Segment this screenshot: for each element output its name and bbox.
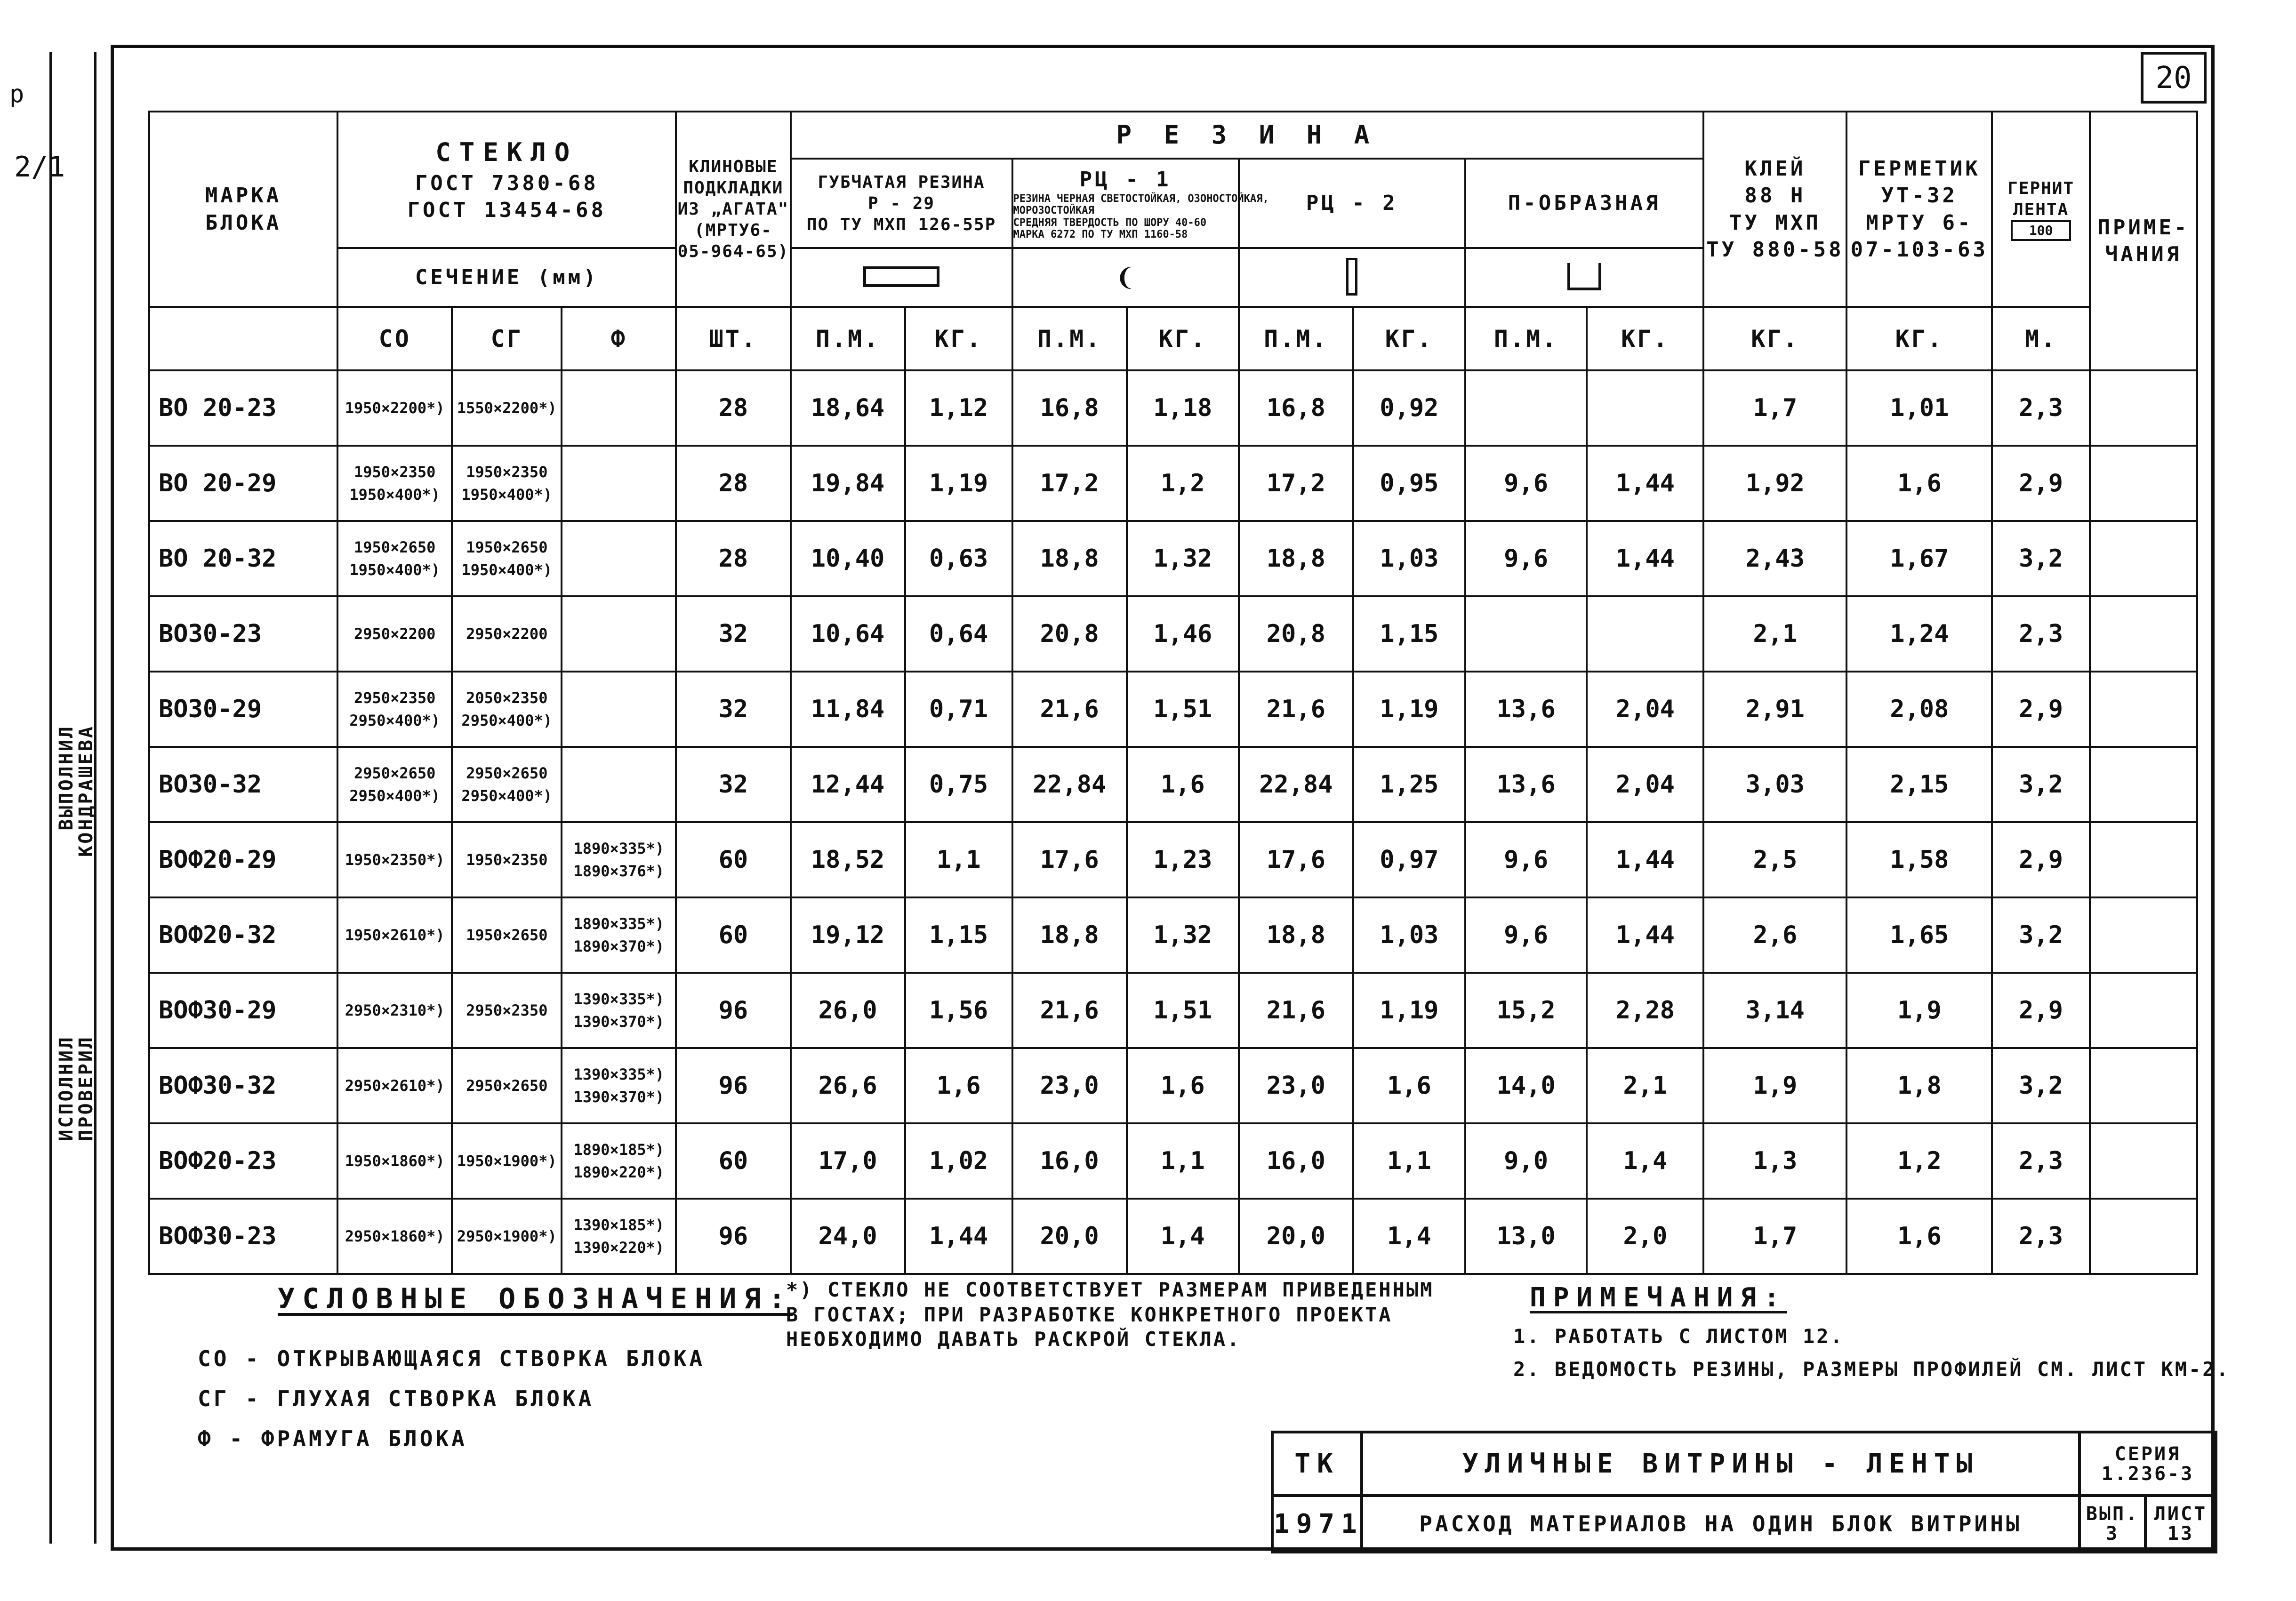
drawing-title: УЛИЧНЫЕ ВИТРИНЫ - ЛЕНТЫ xyxy=(1362,1432,2079,1496)
sealant-kg-cell: 1,6 xyxy=(1846,446,1992,521)
sponge-kg-cell: 0,75 xyxy=(905,747,1012,822)
rc1-pm-cell: 21,6 xyxy=(1012,672,1127,747)
col-header-steklo xyxy=(337,112,676,248)
unit-germ: КГ. xyxy=(1846,307,1992,370)
sponge-kg-cell: 1,56 xyxy=(905,973,1012,1048)
col-header-sechenie: СЕЧЕНИЕ (мм) xyxy=(337,248,676,307)
sheet-subject: РАСХОД МАТЕРИАЛОВ НА ОДИН БЛОК ВИТРИНЫ xyxy=(1362,1496,2079,1552)
sponge-pm-cell: 19,84 xyxy=(791,446,905,521)
rc1-kg-cell: 1,32 xyxy=(1127,521,1239,596)
col-header-rezina: Р Е З И Н А xyxy=(791,112,1704,159)
block-mark-cell: ВОФ30-29 xyxy=(149,973,337,1048)
vyp-label: ВЫП. xyxy=(2086,1503,2139,1525)
rc1-pm-cell: 20,8 xyxy=(1012,596,1127,672)
rc1-kg-cell: 1,2 xyxy=(1127,446,1239,521)
table-row xyxy=(149,1123,2197,1199)
unit-gub-kg: КГ. xyxy=(905,307,1012,370)
gubch-label: ГУБЧАТАЯ РЕЗИНА Р - 29 ПО ТУ МХП 126-55Р xyxy=(806,172,996,234)
glass-f-cell xyxy=(562,747,676,822)
rc1-kg-cell: 1,6 xyxy=(1127,747,1239,822)
sponge-kg-cell: 1,15 xyxy=(905,897,1012,973)
rc2-pm-cell: 16,0 xyxy=(1239,1123,1353,1199)
p-kg-cell: 1,44 xyxy=(1587,822,1703,897)
glass-f-cell xyxy=(562,596,676,672)
glass-sg-cell: 2950×2200 xyxy=(452,596,562,672)
rc1-pm-cell: 18,8 xyxy=(1012,521,1127,596)
remarks-cell xyxy=(2090,747,2197,822)
sponge-kg-cell: 1,6 xyxy=(905,1048,1012,1123)
legend-item-f: Ф - ФРАМУГА БЛОКА xyxy=(198,1426,467,1451)
p-kg-cell: 1,44 xyxy=(1587,897,1703,973)
table-row xyxy=(149,747,2197,822)
col-header-marka xyxy=(149,112,337,307)
sealant-kg-cell: 1,6 xyxy=(1846,1199,1992,1274)
tape-m-cell: 2,3 xyxy=(1992,1123,2090,1199)
p-pm-cell: 15,2 xyxy=(1465,973,1587,1048)
wedge-count-cell: 60 xyxy=(676,1123,790,1199)
wedge-count-cell: 96 xyxy=(676,1199,790,1274)
glass-so-cell: 2950×2200 xyxy=(337,596,452,672)
glass-sg-cell: 2950×2350 xyxy=(452,973,562,1048)
sealant-kg-cell: 1,58 xyxy=(1846,822,1992,897)
p-pm-cell: 9,0 xyxy=(1465,1123,1587,1199)
table-row xyxy=(149,521,2197,596)
table-row xyxy=(149,1199,2197,1274)
materials-table xyxy=(148,111,2198,1275)
p-kg-cell xyxy=(1587,596,1703,672)
sealant-kg-cell: 1,9 xyxy=(1846,973,1992,1048)
block-mark-cell: ВОФ20-23 xyxy=(149,1123,337,1199)
rc2-pm-cell: 18,8 xyxy=(1239,521,1353,596)
list-number: 13 xyxy=(2167,1523,2194,1545)
glass-f-cell: 1890×335*) 1890×376*) xyxy=(562,822,676,897)
sponge-pm-cell: 11,84 xyxy=(791,672,905,747)
rc1-kg-cell: 1,6 xyxy=(1127,1048,1239,1123)
block-mark-cell: ВОФ20-32 xyxy=(149,897,337,973)
rc2-kg-cell: 1,25 xyxy=(1353,747,1465,822)
seria-label: СЕРИЯ xyxy=(2114,1443,2181,1465)
unit-rc1-pm: П.М. xyxy=(1012,307,1127,370)
list-cell xyxy=(2145,1496,2216,1552)
rc2-pm-cell: 20,0 xyxy=(1239,1199,1353,1274)
unit-p-kg: КГ. xyxy=(1587,307,1703,370)
wedge-count-cell: 28 xyxy=(676,370,790,446)
unit-p-pm: П.М. xyxy=(1465,307,1587,370)
table-row xyxy=(149,973,2197,1048)
glass-so-cell: 1950×1860*) xyxy=(337,1123,452,1199)
corner-mark-2: 2/1 xyxy=(14,151,65,184)
rc1-kg-cell: 1,18 xyxy=(1127,370,1239,446)
u-profile-icon xyxy=(1567,263,1601,290)
block-mark-cell: ВО30-29 xyxy=(149,672,337,747)
tape-profile-icon: 100 xyxy=(2011,220,2071,241)
tape-m-cell: 2,3 xyxy=(1992,370,2090,446)
block-mark-cell: ВО 20-32 xyxy=(149,521,337,596)
remarks-cell xyxy=(2090,446,2197,521)
sealant-kg-cell: 1,24 xyxy=(1846,596,1992,672)
p-kg-cell: 2,1 xyxy=(1587,1048,1703,1123)
table-row xyxy=(149,897,2197,973)
p-pm-cell: 14,0 xyxy=(1465,1048,1587,1123)
table-row xyxy=(149,1048,2197,1123)
wedge-count-cell: 60 xyxy=(676,822,790,897)
rc2-profile-cell xyxy=(1239,248,1465,307)
col-header-gernit xyxy=(1992,112,2090,307)
legend-item-so: СО - ОТКРЫВАЮЩАЯСЯ СТВОРКА БЛОКА xyxy=(198,1346,706,1371)
notes-title: ПРИМЕЧАНИЯ: xyxy=(1530,1282,1787,1313)
p-pm-cell: 9,6 xyxy=(1465,446,1587,521)
tape-m-cell: 3,2 xyxy=(1992,897,2090,973)
unit-so: СО xyxy=(337,307,452,370)
sponge-kg-cell: 1,12 xyxy=(905,370,1012,446)
rc2-kg-cell: 1,4 xyxy=(1353,1199,1465,1274)
glass-so-cell: 2950×2650 2950×400*) xyxy=(337,747,452,822)
germetik-label: ГЕРМЕТИК УТ-32 МРТУ 6- 07-103-63 xyxy=(1850,157,1989,262)
wedge-count-cell: 32 xyxy=(676,672,790,747)
col-header-rc2: РЦ - 2 xyxy=(1239,159,1465,248)
rc1-pm-cell: 17,6 xyxy=(1012,822,1127,897)
rc2-pm-cell: 22,84 xyxy=(1239,747,1353,822)
glue-kg-cell: 2,5 xyxy=(1703,822,1846,897)
margin-text-2: КОНДРАШЕВА xyxy=(75,725,97,857)
glue-kg-cell: 3,14 xyxy=(1703,973,1846,1048)
table-row xyxy=(149,596,2197,672)
rc2-pm-cell: 23,0 xyxy=(1239,1048,1353,1123)
table-row xyxy=(149,672,2197,747)
glass-f-cell xyxy=(562,370,676,446)
block-mark-cell: ВО 20-29 xyxy=(149,446,337,521)
glass-so-cell: 1950×2350*) xyxy=(337,822,452,897)
rc1-pm-cell: 23,0 xyxy=(1012,1048,1127,1123)
tk-code: ТК xyxy=(1272,1432,1362,1496)
sponge-pm-cell: 10,40 xyxy=(791,521,905,596)
rc1-label: РЦ - 1 xyxy=(1079,167,1172,192)
block-mark-cell: ВОФ20-29 xyxy=(149,822,337,897)
glass-so-cell: 2950×2310*) xyxy=(337,973,452,1048)
rc1-kg-cell: 1,1 xyxy=(1127,1123,1239,1199)
tape-m-cell: 2,3 xyxy=(1992,596,2090,672)
remarks-cell xyxy=(2090,973,2197,1048)
remarks-cell xyxy=(2090,672,2197,747)
unit-klei: КГ. xyxy=(1703,307,1846,370)
rc1-profile-cell xyxy=(1012,248,1239,307)
p-pm-cell xyxy=(1465,596,1587,672)
rc1-pm-cell: 16,0 xyxy=(1012,1123,1127,1199)
glass-so-cell: 1950×2350 1950×400*) xyxy=(337,446,452,521)
col-header-rc1 xyxy=(1012,159,1269,248)
unit-lenta: М. xyxy=(1992,307,2090,370)
gernit-label: ГЕРНИТ ЛЕНТА xyxy=(2007,178,2075,219)
glue-kg-cell: 2,43 xyxy=(1703,521,1846,596)
glass-f-cell: 1390×335*) 1390×370*) xyxy=(562,973,676,1048)
gost-1: ГОСТ 7380-68 xyxy=(415,171,599,196)
block-mark-cell: ВО30-32 xyxy=(149,747,337,822)
glue-kg-cell: 1,92 xyxy=(1703,446,1846,521)
rc2-kg-cell: 1,19 xyxy=(1353,672,1465,747)
year: 1971 xyxy=(1272,1496,1362,1552)
glass-sg-cell: 2950×2650 2950×400*) xyxy=(452,747,562,822)
steklo-label: СТЕКЛО xyxy=(435,137,578,168)
rc1-pm-cell: 16,8 xyxy=(1012,370,1127,446)
rc2-kg-cell: 1,15 xyxy=(1353,596,1465,672)
sponge-pm-cell: 26,0 xyxy=(791,973,905,1048)
glass-f-cell xyxy=(562,672,676,747)
unit-rc2-kg: КГ. xyxy=(1353,307,1465,370)
p-pm-cell: 13,0 xyxy=(1465,1199,1587,1274)
rc2-pm-cell: 16,8 xyxy=(1239,370,1353,446)
wedge-count-cell: 60 xyxy=(676,897,790,973)
glass-sg-cell: 2050×2350 2950×400*) xyxy=(452,672,562,747)
list-label: ЛИСТ xyxy=(2154,1503,2208,1525)
remarks-cell xyxy=(2090,1123,2197,1199)
sponge-pm-cell: 12,44 xyxy=(791,747,905,822)
rc2-pm-cell: 18,8 xyxy=(1239,897,1353,973)
rc1-kg-cell: 1,51 xyxy=(1127,672,1239,747)
glass-sg-cell: 1950×2350 xyxy=(452,822,562,897)
rc2-pm-cell: 17,6 xyxy=(1239,822,1353,897)
p-kg-cell xyxy=(1587,370,1703,446)
rc2-kg-cell: 1,03 xyxy=(1353,521,1465,596)
tape-m-cell: 3,2 xyxy=(1992,521,2090,596)
rc1-kg-cell: 1,4 xyxy=(1127,1199,1239,1274)
wedge-count-cell: 32 xyxy=(676,596,790,672)
sponge-kg-cell: 1,44 xyxy=(905,1199,1012,1274)
sponge-pm-cell: 18,52 xyxy=(791,822,905,897)
p-pm-cell xyxy=(1465,370,1587,446)
corner-mark: р xyxy=(9,80,24,108)
col-header-klin xyxy=(676,112,790,307)
p-kg-cell: 2,28 xyxy=(1587,973,1703,1048)
tape-m-cell: 2,9 xyxy=(1992,672,2090,747)
rc2-pm-cell: 21,6 xyxy=(1239,672,1353,747)
rc1-pm-cell: 21,6 xyxy=(1012,973,1127,1048)
p-pm-cell: 9,6 xyxy=(1465,822,1587,897)
unit-f: Ф xyxy=(562,307,676,370)
remarks-cell xyxy=(2090,596,2197,672)
tape-m-cell: 2,9 xyxy=(1992,822,2090,897)
p-kg-cell: 1,4 xyxy=(1587,1123,1703,1199)
glass-f-cell: 1390×335*) 1390×370*) xyxy=(562,1048,676,1123)
tape-m-cell: 2,3 xyxy=(1992,1199,2090,1274)
unit-rc1-kg: КГ. xyxy=(1127,307,1239,370)
glass-sg-cell: 1950×1900*) xyxy=(452,1123,562,1199)
legend-item-sg: СГ - ГЛУХАЯ СТВОРКА БЛОКА xyxy=(198,1386,594,1411)
sponge-kg-cell: 1,1 xyxy=(905,822,1012,897)
remarks-cell xyxy=(2090,521,2197,596)
glass-sg-cell: 2950×2650 xyxy=(452,1048,562,1123)
rc1-kg-cell: 1,23 xyxy=(1127,822,1239,897)
remarks-cell xyxy=(2090,897,2197,973)
rc2-pm-cell: 17,2 xyxy=(1239,446,1353,521)
p-kg-cell: 2,04 xyxy=(1587,672,1703,747)
p-kg-cell: 1,44 xyxy=(1587,521,1703,596)
glass-sg-cell: 1950×2650 xyxy=(452,897,562,973)
wedge-count-cell: 28 xyxy=(676,521,790,596)
rc1-pm-cell: 17,2 xyxy=(1012,446,1127,521)
sealant-kg-cell: 1,2 xyxy=(1846,1123,1992,1199)
p-pm-cell: 13,6 xyxy=(1465,672,1587,747)
seria-number: 1.236-3 xyxy=(2101,1463,2194,1485)
unit-gub-pm: П.М. xyxy=(791,307,905,370)
note-2: 2. ВЕДОМОСТЬ РЕЗИНЫ, РАЗМЕРЫ ПРОФИЛЕЙ СМ. ЛИСТ КМ-2. xyxy=(1513,1358,2230,1381)
glass-sg-cell: 2950×1900*) xyxy=(452,1199,562,1274)
glass-sg-cell: 1950×2650 1950×400*) xyxy=(452,521,562,596)
glass-so-cell: 1950×2610*) xyxy=(337,897,452,973)
klin-label: КЛИНОВЫЕ ПОДКЛАДКИ ИЗ „АГАТА" (МРТУ6- 05-964-65) xyxy=(677,157,789,261)
remarks-cell xyxy=(2090,370,2197,446)
block-mark-cell: ВО30-23 xyxy=(149,596,337,672)
p-obr-profile-cell xyxy=(1465,248,1704,307)
tape-m-cell: 3,2 xyxy=(1992,747,2090,822)
wedge-count-cell: 32 xyxy=(676,747,790,822)
klei-label: КЛЕЙ 88 Н ТУ МХП ТУ 880-58 xyxy=(1706,157,1844,262)
glue-kg-cell: 2,91 xyxy=(1703,672,1846,747)
remarks-cell xyxy=(2090,1199,2197,1274)
glass-f-cell xyxy=(562,521,676,596)
glass-f-cell: 1890×185*) 1890×220*) xyxy=(562,1123,676,1199)
rc2-pm-cell: 20,8 xyxy=(1239,596,1353,672)
glass-f-cell: 1390×185*) 1390×220*) xyxy=(562,1199,676,1274)
wedge-count-cell: 28 xyxy=(676,446,790,521)
glass-sg-cell: 1550×2200*) xyxy=(452,370,562,446)
margin-text-3: ИСПОЛНИЛ xyxy=(56,1035,77,1141)
unit-empty xyxy=(149,307,337,370)
sponge-pm-cell: 17,0 xyxy=(791,1123,905,1199)
glass-so-cell: 1950×2650 1950×400*) xyxy=(337,521,452,596)
sponge-pm-cell: 18,64 xyxy=(791,370,905,446)
p-pm-cell: 9,6 xyxy=(1465,897,1587,973)
unit-sg: СГ xyxy=(452,307,562,370)
rc1-pm-cell: 18,8 xyxy=(1012,897,1127,973)
marka-label: МАРКА БЛОКА xyxy=(205,184,282,235)
sealant-kg-cell: 1,8 xyxy=(1846,1048,1992,1123)
rc1-pm-cell: 20,0 xyxy=(1012,1199,1127,1274)
sponge-pm-cell: 10,64 xyxy=(791,596,905,672)
legend-title: УСЛОВНЫЕ ОБОЗНАЧЕНИЯ: xyxy=(278,1282,793,1315)
table-row xyxy=(149,446,2197,521)
note-1: 1. РАБОТАТЬ С ЛИСТОМ 12. xyxy=(1513,1325,1844,1348)
p-pm-cell: 13,6 xyxy=(1465,747,1587,822)
col-header-prim xyxy=(2090,112,2197,370)
rc2-kg-cell: 1,03 xyxy=(1353,897,1465,973)
col-header-gubch xyxy=(791,159,1012,248)
sponge-pm-cell: 26,6 xyxy=(791,1048,905,1123)
sealant-kg-cell: 1,67 xyxy=(1846,521,1992,596)
gubch-profile-cell xyxy=(791,248,1012,307)
tape-m-cell: 2,9 xyxy=(1992,446,2090,521)
rect-profile-icon xyxy=(863,266,939,287)
margin-text-4: ПРОВЕРИЛ xyxy=(75,1035,97,1141)
unit-sht: ШТ. xyxy=(676,307,790,370)
glass-so-cell: 2950×2610*) xyxy=(337,1048,452,1123)
sponge-kg-cell: 1,02 xyxy=(905,1123,1012,1199)
rc2-kg-cell: 1,6 xyxy=(1353,1048,1465,1123)
glue-kg-cell: 1,3 xyxy=(1703,1123,1846,1199)
glass-footnote: *) СТЕКЛО НЕ СООТВЕТСТВУЕТ РАЗМЕРАМ ПРИВЕДЕННЫМ В ГОСТАХ; ПРИ РАЗРАБОТКЕ КОНКРЕТНОГО ПРОЕКТА НЕОБХОДИМО ДАВАТЬ РАСКРОЙ СТЕКЛА. xyxy=(786,1278,1434,1351)
sealant-kg-cell: 1,01 xyxy=(1846,370,1992,446)
sealant-kg-cell: 2,08 xyxy=(1846,672,1992,747)
wedge-count-cell: 96 xyxy=(676,973,790,1048)
rc1-kg-cell: 1,51 xyxy=(1127,973,1239,1048)
block-mark-cell: ВОФ30-23 xyxy=(149,1199,337,1274)
glue-kg-cell: 1,7 xyxy=(1703,1199,1846,1274)
glass-f-cell: 1890×335*) 1890×370*) xyxy=(562,897,676,973)
block-mark-cell: ВОФ30-32 xyxy=(149,1048,337,1123)
sealant-kg-cell: 2,15 xyxy=(1846,747,1992,822)
prim-label: ПРИМЕ- ЧАНИЯ xyxy=(2097,215,2190,266)
glue-kg-cell: 2,6 xyxy=(1703,897,1846,973)
unit-rc2-pm: П.М. xyxy=(1239,307,1353,370)
table-body xyxy=(149,370,2197,1274)
glue-kg-cell: 1,7 xyxy=(1703,370,1846,446)
sponge-pm-cell: 19,12 xyxy=(791,897,905,973)
sponge-pm-cell: 24,0 xyxy=(791,1199,905,1274)
block-mark-cell: ВО 20-23 xyxy=(149,370,337,446)
rc1-kg-cell: 1,32 xyxy=(1127,897,1239,973)
vyp-number: 3 xyxy=(2105,1523,2119,1545)
rc2-kg-cell: 1,19 xyxy=(1353,973,1465,1048)
rc2-kg-cell: 0,95 xyxy=(1353,446,1465,521)
sponge-kg-cell: 0,63 xyxy=(905,521,1012,596)
wedge-count-cell: 96 xyxy=(676,1048,790,1123)
glass-so-cell: 2950×1860*) xyxy=(337,1199,452,1274)
sponge-kg-cell: 1,19 xyxy=(905,446,1012,521)
vyp-cell xyxy=(2079,1496,2145,1552)
sheet-number: 20 xyxy=(2141,52,2207,104)
col-header-p-obr: П-ОБРАЗНАЯ xyxy=(1465,159,1704,248)
margin-text-1: ВЫПОЛНИЛ xyxy=(56,725,77,831)
rc2-kg-cell: 0,97 xyxy=(1353,822,1465,897)
table-row xyxy=(149,822,2197,897)
table-row xyxy=(149,370,2197,446)
remarks-cell xyxy=(2090,822,2197,897)
rc1-kg-cell: 1,46 xyxy=(1127,596,1239,672)
col-header-klei xyxy=(1703,112,1846,307)
bar-profile-icon xyxy=(1346,258,1357,296)
glass-so-cell: 1950×2200*) xyxy=(337,370,452,446)
tape-m-cell: 2,9 xyxy=(1992,973,2090,1048)
col-header-germetik xyxy=(1846,112,1992,307)
rc1-pm-cell: 22,84 xyxy=(1012,747,1127,822)
rc2-pm-cell: 21,6 xyxy=(1239,973,1353,1048)
sponge-kg-cell: 0,71 xyxy=(905,672,1012,747)
glue-kg-cell: 3,03 xyxy=(1703,747,1846,822)
sealant-kg-cell: 1,65 xyxy=(1846,897,1992,973)
glass-sg-cell: 1950×2350 1950×400*) xyxy=(452,446,562,521)
sponge-kg-cell: 0,64 xyxy=(905,596,1012,672)
glass-f-cell xyxy=(562,446,676,521)
glue-kg-cell: 2,1 xyxy=(1703,596,1846,672)
seria-cell xyxy=(2079,1432,2216,1496)
rc2-kg-cell: 1,1 xyxy=(1353,1123,1465,1199)
glass-so-cell: 2950×2350 2950×400*) xyxy=(337,672,452,747)
hook-profile-icon: ❨ xyxy=(1116,260,1135,295)
title-block xyxy=(1271,1431,2217,1553)
gost-2: ГОСТ 13454-68 xyxy=(407,198,606,223)
p-pm-cell: 9,6 xyxy=(1465,521,1587,596)
rc1-desc: РЕЗИНА ЧЕРНАЯ СВЕТОСТОЙКАЯ, ОЗОНОСТОЙКАЯ, МОРОЗОСТОЙКАЯ СРЕДНЯЯ ТВЕРДОСТЬ ПО ШОРУ 40-60 МАРКА 6272 ПО ТУ МХП 1160-58 xyxy=(1013,193,1269,240)
p-kg-cell: 2,04 xyxy=(1587,747,1703,822)
p-kg-cell: 2,0 xyxy=(1587,1199,1703,1274)
p-kg-cell: 1,44 xyxy=(1587,446,1703,521)
glue-kg-cell: 1,9 xyxy=(1703,1048,1846,1123)
tape-m-cell: 3,2 xyxy=(1992,1048,2090,1123)
remarks-cell xyxy=(2090,1048,2197,1123)
rc2-kg-cell: 0,92 xyxy=(1353,370,1465,446)
